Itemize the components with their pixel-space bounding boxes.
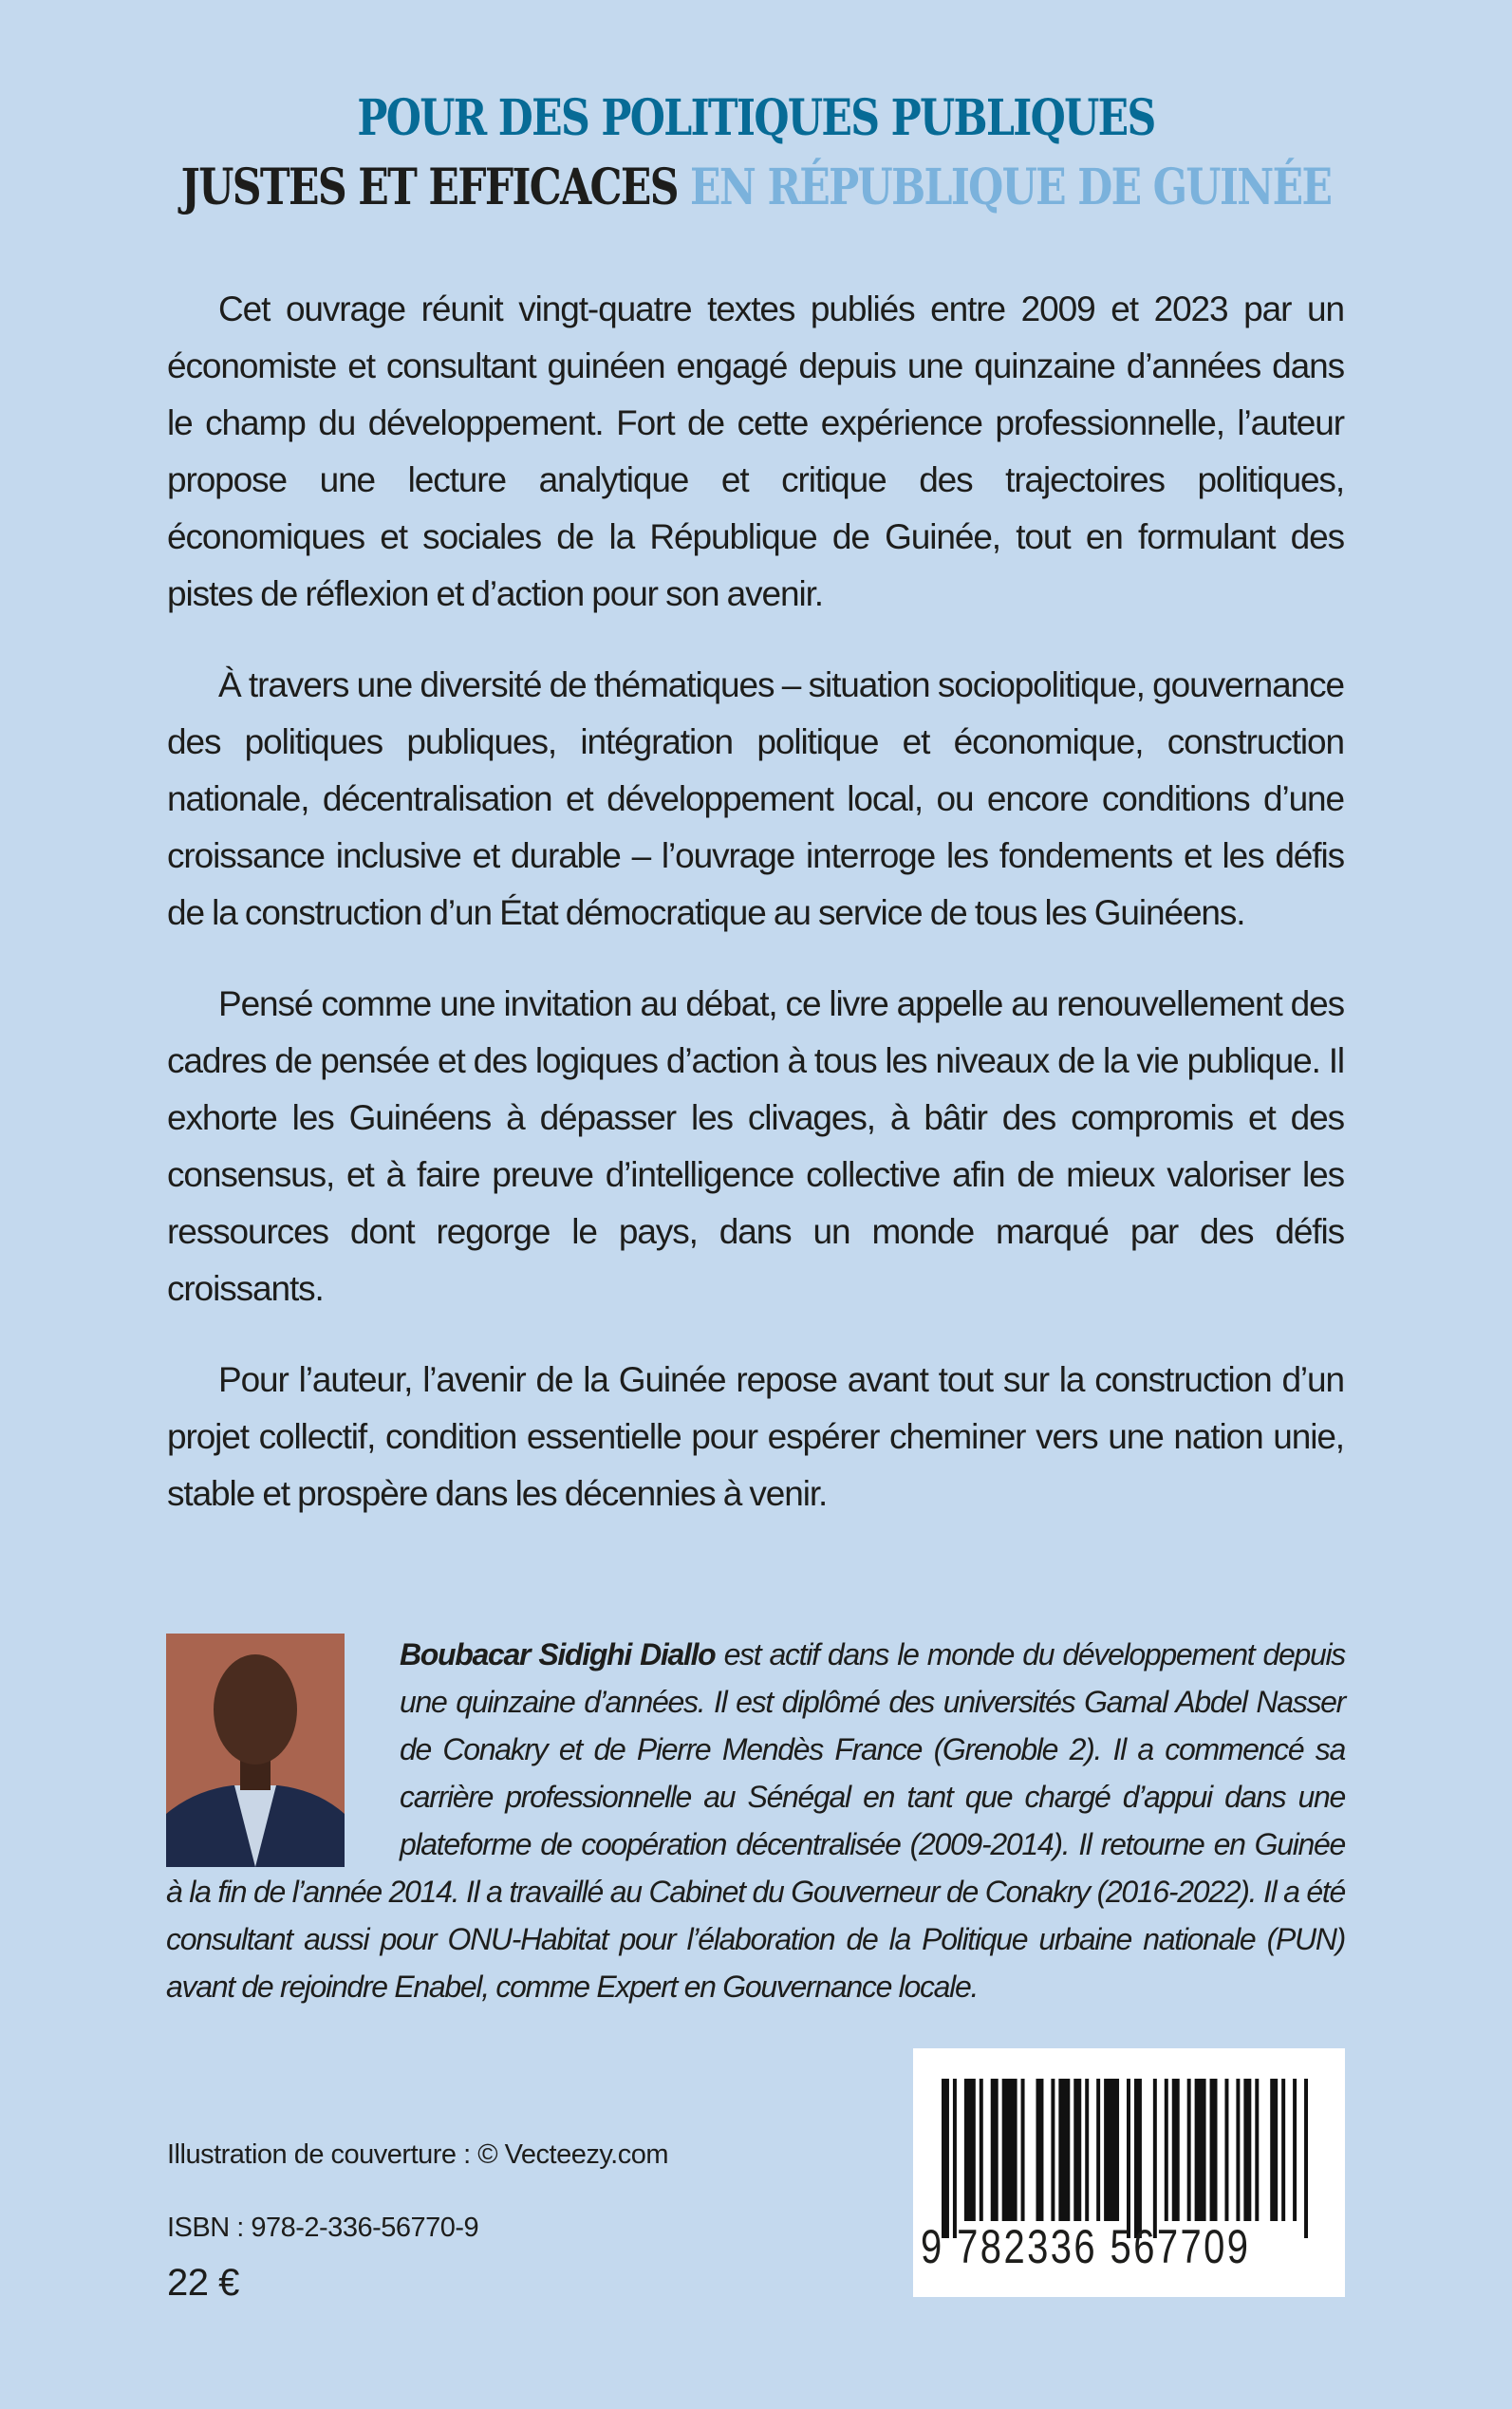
author-name: Boubacar Sidighi Diallo — [400, 1637, 716, 1671]
barcode-bar — [1096, 2079, 1100, 2221]
barcode-bar — [1243, 2079, 1251, 2221]
blurb — [167, 281, 1344, 1557]
bio-text: est actif dans le monde du développement depuis une quinzaine d’années. Il est diplômé des universités Gamal Abdel Nasser de Conakry et de Pierre Mendès France (Grenoble 2). Il a commencé sa carrière professionnelle au Sénégal en tant que chargé d’appui dans une plateforme de coopération décentralisée (2009-2014). Il retourne en Guinée à la fin de l’année 2014. Il a travaillé au Cabinet du Gouverneur de Conakry (2016-2022). Il a été consultant aussi pour ONU-Habitat pour l’élaboration de la Politique urbaine nationale (PUN) avant de rejoindre Enabel, comme Expert en Gouvernance locale. — [166, 1637, 1345, 2004]
barcode-bar — [942, 2079, 949, 2238]
barcode-bar — [1021, 2079, 1025, 2221]
barcode-bar — [1104, 2079, 1119, 2221]
barcode-bar — [1058, 2079, 1070, 2221]
barcode-bar — [953, 2079, 957, 2238]
blurb-paragraph: Pensé comme une invitation au débat, ce livre appelle au renouvellement des cadres de pensée et des logiques d’action à tous les niveaux de la vie publique. Il exhorte les Guinéens à dépasser les clivages, à bâtir des compromis et des consensus, et à faire preuve d’intelligence collective afin de mieux valoriser les ressources dont regorge le pays, dans un monde marqué par des défis croissants. — [167, 984, 1344, 1308]
barcode-bar — [1210, 2079, 1218, 2221]
barcode-bar — [1153, 2079, 1157, 2238]
barcode-bar — [1187, 2079, 1191, 2221]
barcode-number: 9 782336 567709 — [921, 2220, 1251, 2273]
barcode-bar — [1236, 2079, 1240, 2221]
barcode-bar — [1270, 2079, 1278, 2221]
blurb-paragraph: À travers une diversité de thématiques – situation sociopolitique, gouvernance des politiques publiques, intégration politique et économique, construction nationale, décentralisation et développement local, ou encore conditions d’une croissance inclusive et durable – l’ouvrage interroge les fondements et les défis de la construction d’un État démocratique au service de tous les Guinéens. — [167, 665, 1344, 932]
blurb-paragraph: Pour l’auteur, l’avenir de la Guinée repose avant tout sur la construction d’un projet collectif, condition essentielle pour espérer cheminer vers une nation unie, stable et prospère dans les décennies à venir. — [167, 1360, 1344, 1513]
title-line-2 — [136, 159, 1375, 216]
barcode-bar — [1224, 2079, 1228, 2221]
isbn: ISBN : 978-2-336-56770-9 — [167, 2213, 479, 2243]
barcode-bar — [1073, 2079, 1081, 2221]
barcode-bar — [1195, 2079, 1206, 2221]
barcode-bar — [1165, 2079, 1168, 2221]
barcode-bars — [942, 2079, 1312, 2238]
barcode-bar — [1036, 2079, 1043, 2221]
barcode-bar — [964, 2079, 976, 2221]
barcode-bar — [991, 2079, 999, 2221]
barcode-bar — [1293, 2079, 1297, 2221]
blurb-paragraph: Cet ouvrage réunit vingt-quatre textes publiés entre 2009 et 2023 par un économiste et consultant guinéen engagé depuis une quinzaine d’années dans le champ du développement. Fort de cette expérience professionnelle, l’auteur propose une lecture analytique et critique des trajectoires politiques, économiques et sociales de la République de Guinée, tout en formulant des pistes de réflexion et d’action pour son avenir. — [167, 289, 1344, 613]
title-line-1: POUR DES POLITIQUES PUBLIQUES — [357, 89, 1155, 147]
barcode-bar — [1002, 2079, 1017, 2221]
barcode — [913, 2048, 1345, 2297]
barcode-bar — [1255, 2079, 1259, 2221]
author-bio — [166, 1631, 1345, 2010]
title-dark-part: JUSTES ET EFFICACES — [180, 159, 678, 216]
barcode-bar — [1127, 2079, 1130, 2238]
barcode-bar — [1085, 2079, 1089, 2221]
title-light-part: EN RÉPUBLIQUE DE GUINÉE — [690, 159, 1332, 216]
barcode-bar — [1281, 2079, 1285, 2221]
barcode-bar — [1051, 2079, 1055, 2221]
barcode-bar — [1134, 2079, 1142, 2238]
barcode-bar — [1172, 2079, 1180, 2221]
barcode-bar — [980, 2079, 983, 2221]
price: 22 € — [167, 2262, 239, 2304]
cover-credit: Illustration de couverture : © Vecteezy.com — [167, 2139, 669, 2170]
barcode-bar — [1304, 2079, 1308, 2238]
